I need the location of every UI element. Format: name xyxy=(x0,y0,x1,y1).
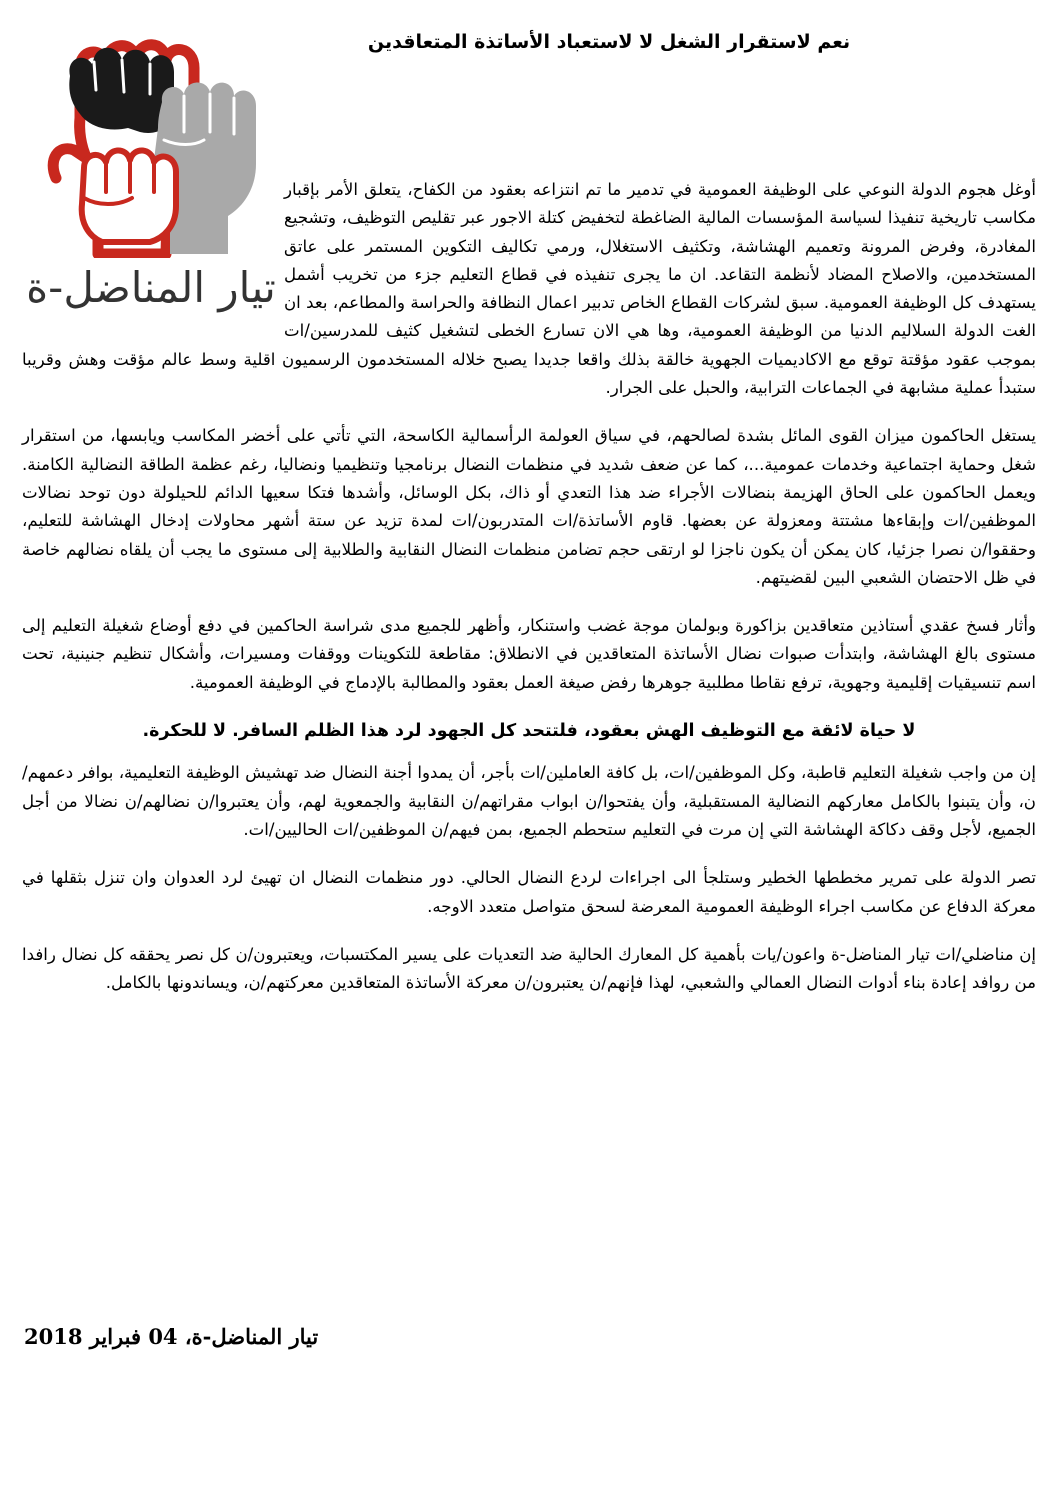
logo-wrap-spacer xyxy=(22,176,284,338)
article-paragraph: تصر الدولة على تمرير مخططها الخطير وستلجأ الى اجراءات لردع النضال الحالي. دور منظمات النضال ان تهيئ لرد العدوان وان تنزل بثقلها في معركة الدفاع عن مكاسب اجراء الوظيفة العمومية المعرضة لسحق متواصل متعدد الاوجه. xyxy=(22,868,1036,916)
article-paragraph: إن مناضلي/ات تيار المناضل-ة واعون/يات بأهمية كل المعارك الحالية ضد التعديات على يسير المكتسبات، ويعتبرون/ن كل نصر يحققه كل نضال رافدا من روافد إعادة بناء أدوات النضال العمالي والشعبي، لهذا فإنهم/ن يعتبرون/ن معركة الأساتذة المتعاقدين معركتهم/ن، ويساندونها بالكامل. xyxy=(22,944,1036,993)
slogan: لا حياة لائقة مع التوظيف الهش بعقود، فلتتحد كل الجهود لرد هذا الظلم السافر. لا للحكرة. xyxy=(142,721,916,742)
logo-text: تيار المناضل-ة xyxy=(26,263,276,312)
article-paragraph: إن من واجب شغيلة التعليم قاطبة، وكل الموظفين/ات، بل كافة العاملين/ات بأجر، أن يمدوا أجنة النضال ضد تهشيش الوظيفة التعليمية، بوافر دعمهم/ن، وأن يتبنوا بالكامل معاركهم النضالية المستقبلية، وأن يفتحوا/ن ابواب مقراتهم/ن النقابية والجمعوية لهم، وأن يعتبروا/ن نضالهم/ن نضالا من أجل الجميع، لأجل وقف دكاكة الهشاشة التي إن مرت في التعليم ستحطم الجميع، بمن فيهم/ن الموظفين/ات الحاليين/ات. xyxy=(22,763,1036,839)
document-page xyxy=(22,0,1036,1497)
article-paragraph: وأثار فسخ عقدي أستاذين متعاقدين بزاكورة وبولمان موجة غضب واستنكار، وأظهر للجميع مدى شراسة الحاكمين في دفع أوضاع شغيلة التعليم إلى مستوى بالغ الهشاشة، وابتدأت صبوات نضال الأساتذة المتعاقدين في الانطلاق: مقاطعة للتكوينات ووقفات ومسيرات، وأشكال تنظيم جنينية، تحت اسم تنسيقيات إقليمية وجهوية، ترفع نقاطا مطلبية جوهرها رفض صيغة العمل بعقود والمطالبة بالإدماج في الوظيفة العمومية. xyxy=(22,616,1036,692)
paragraph-1-text: أوغل هجوم الدولة النوعي على الوظيفة العمومية في تدمير ما تم انتزاعه بعقود من الكفاح، يتعلق الأمر بإقبار مكاسب تاريخية تنفيذا لسياسة المؤسسات المالية الضاغطة لتخفيض كتلة الاجور عبر تقليص التوظيف، وتشجيع المغادرة، وفرض المرونة وتعميم الهشاشة، وتكثيف الاستغلال، ورمي تكاليف التكوين المستمر على عاتق المستخدمين، والاصلاح المضاد لأنظمة التقاعد. ان ما يجرى تنفيذه في قطاع التعليم جزء من تخريب أشمل يستهدف كل الوظيفة العمومية. سبق لشركات القطاع الخاص تدبير اعمال النظافة والحراسة والمطاعم، بعد ان الغت الدولة السلاليم الدنيا من الوظيفة العمومية، وها هي الان تسارع الخطى لتشغيل كثيف للمدرسين/ات بموجب عقود مؤقتة توقع مع الاكاديميات الجهوية خالقة بذلك واقعا جديدا يصبح خلاله المستخدمون الرسميون اقلية وسط عالم مؤقت وهش وقريبا ستبدأ عملية مشابهة في الجماعات الترابية، والحبل على الجرار. xyxy=(22,180,1036,398)
article-body xyxy=(22,176,1036,1017)
signature: تيار المناضل-ة، 04 فبراير 2018 xyxy=(24,1324,319,1349)
article-paragraph xyxy=(22,176,1036,402)
article-paragraph: يستغل الحاكمون ميزان القوى المائل بشدة لصالحهم، في سياق العولمة الرأسمالية الكاسحة، التي تأتي على أخضر المكاسب ويابسها، من استقرار شغل وحماية اجتماعية وخدمات عمومية...، كما عن ضعف شديد في منظمات النضال برنامجيا وتنظيميا ونضاليا، رغم عظمة الطاقة النضالية الكامنة. ويعمل الحاكمون على الحاق الهزيمة بنضالات الأجراء ضد هذا التعدي أو ذاك، بكل الوسائل، وأشدها فتكا سعيها الدائم للحيلولة دون توحد نضالات الموظفين/ات وإبقاءها مشتتة ومعزولة عن بعضها. قاوم الأساتذة/ات المتدربون/ات لمدة تزيد عن ستة أشهر محاولات إدخال الهشاشة للتعليم، وحققوا/ن نصرا جزئيا، كان يمكن أن يكون ناجزا لو ارتقى حجم تضامن منظمات النضال النقابية والطلابية إلى مستوى ما يجب أن يلقاه نضالهم خاصة في ظل الاحتضان الشعبي البين لقضيتهم. xyxy=(22,426,1036,587)
document-title: نعم لاستقرار الشغل لا لاستعباد الأساتذة المتعاقدين xyxy=(367,31,851,53)
